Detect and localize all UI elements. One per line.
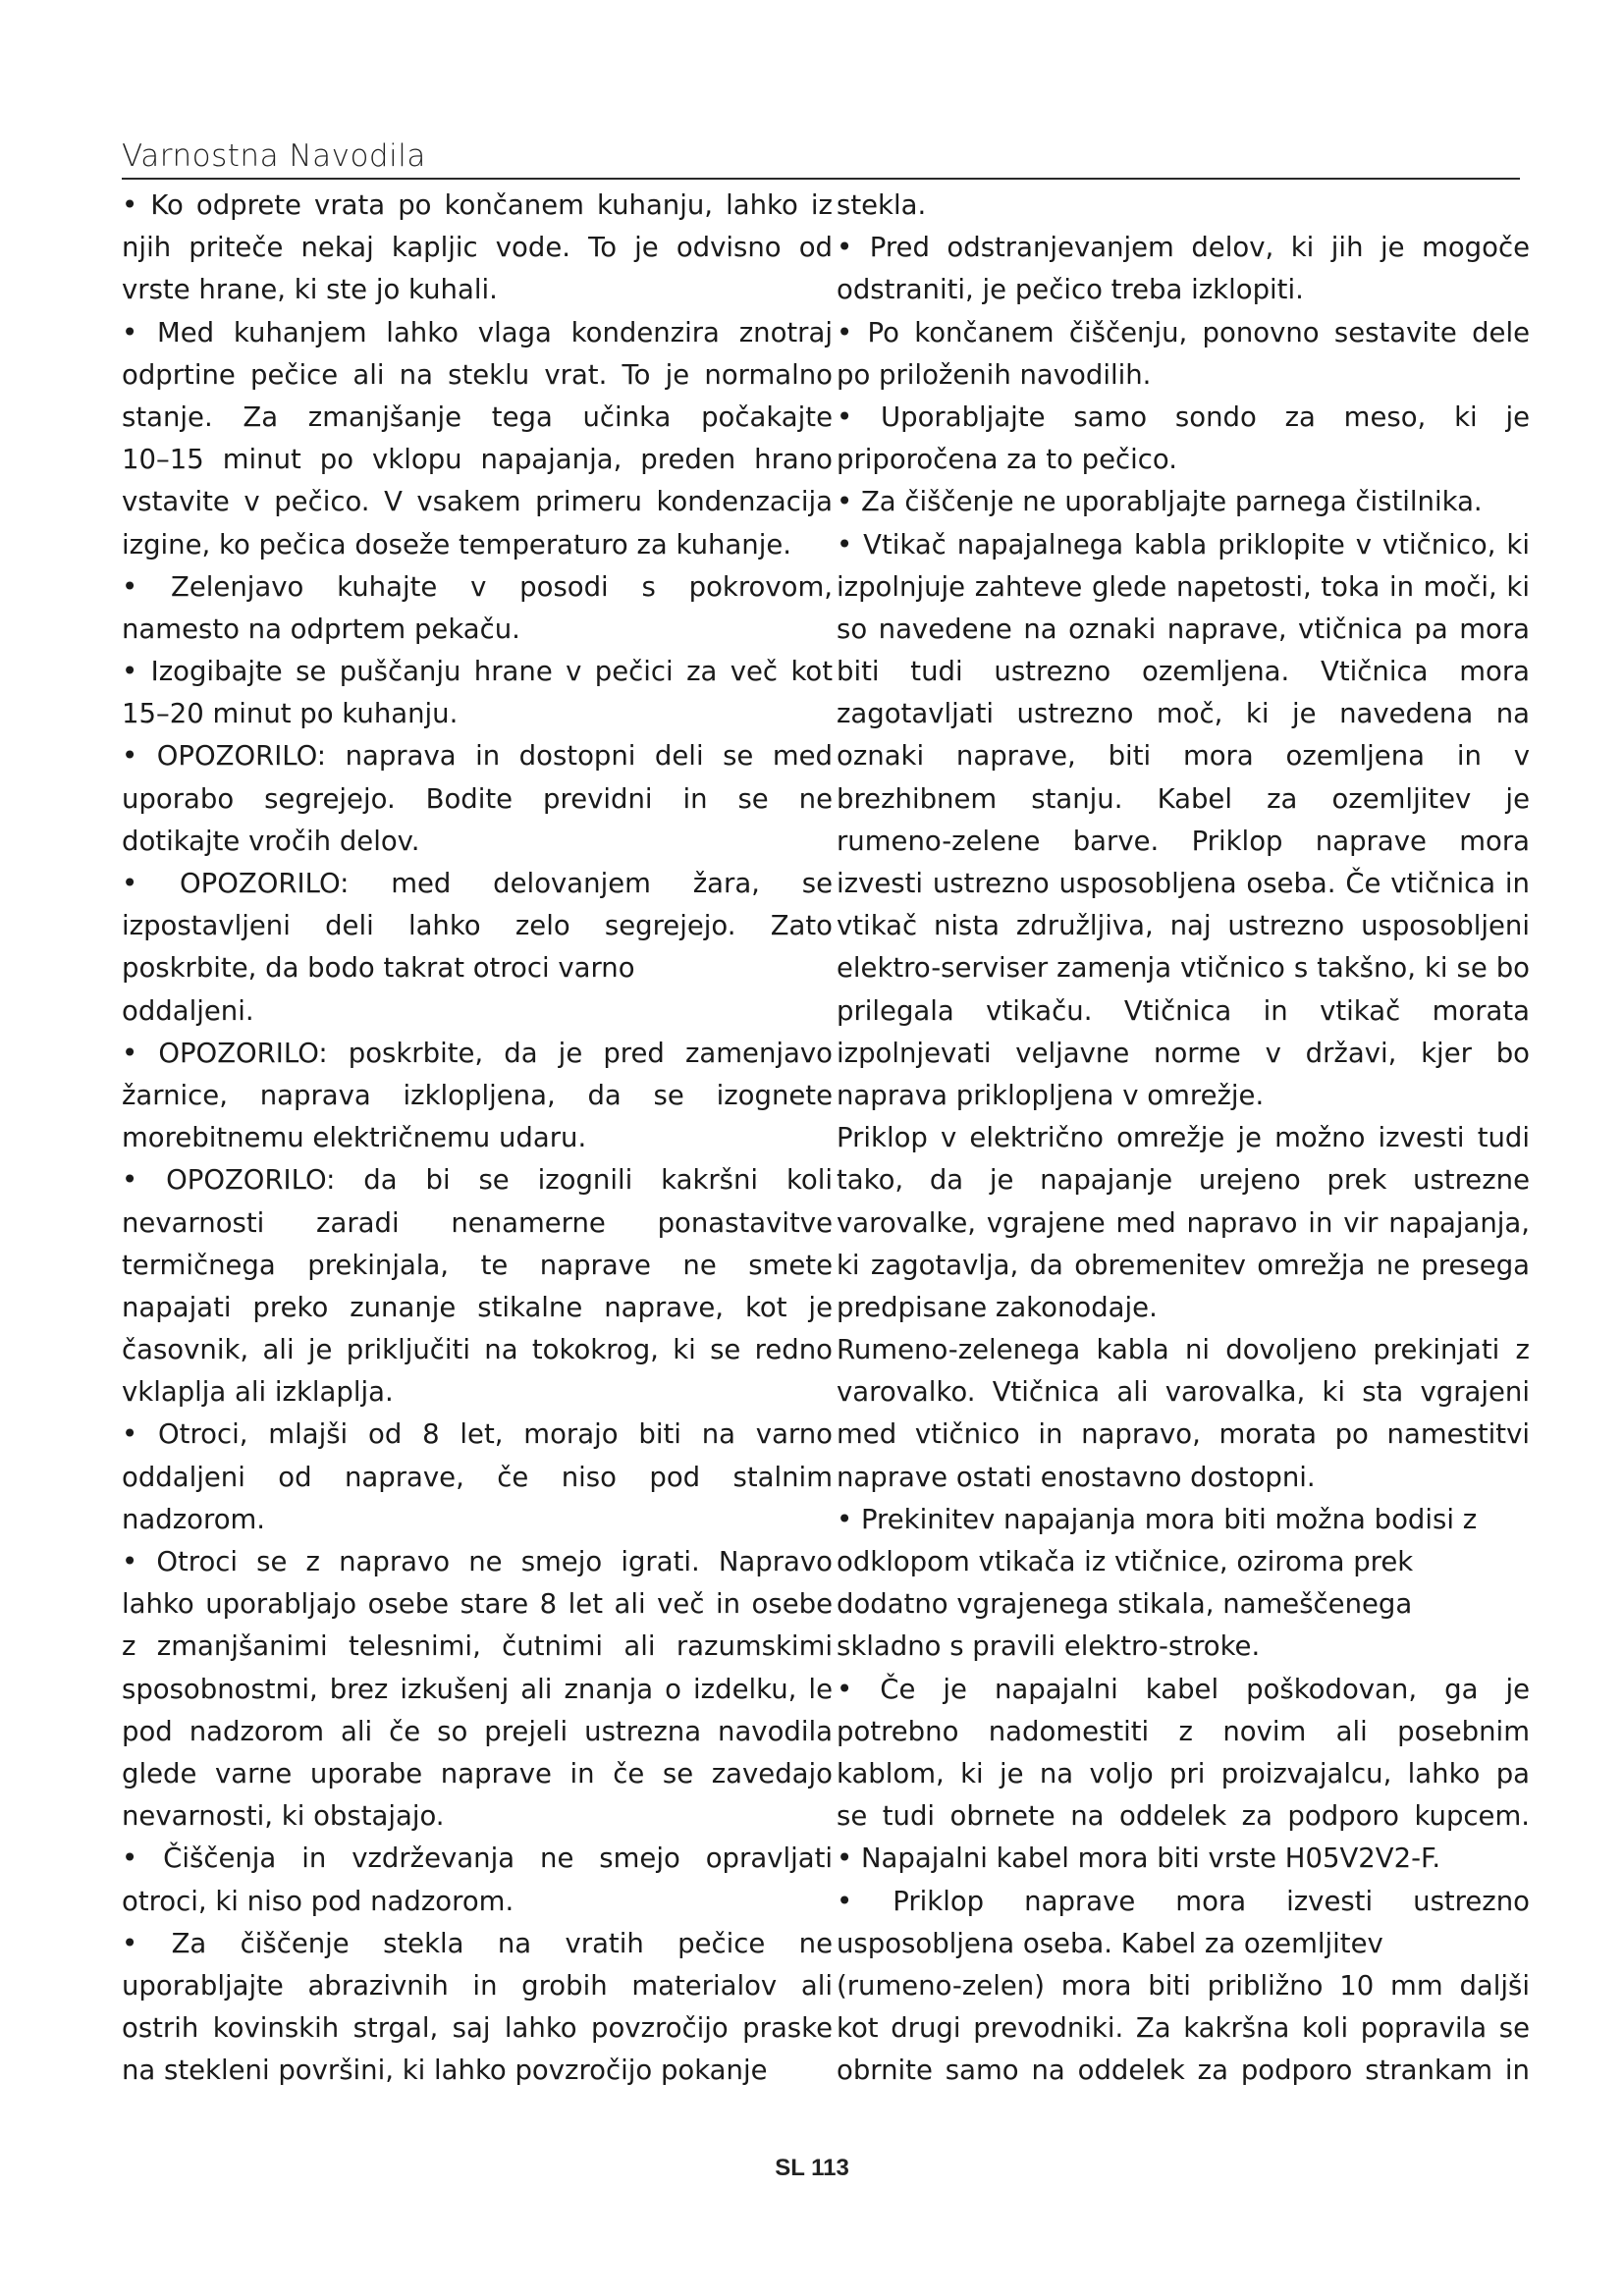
text-line: priporočena za to pečico. [837,444,1177,476]
text-line: usposobljena oseba. Kabel za ozemljitev [837,1927,1383,1959]
text-line: varovalke, vgrajene med napravo in vir napajanja, [837,1206,1530,1239]
text-line: oznaki naprave, biti mora ozemljena in v [837,740,1530,773]
text-line: • Vtikač napajalnega kabla priklopite v vtičnico, ki [837,528,1530,561]
text-line: • Čiščenja in vzdrževanja ne smejo opravljati [122,1842,833,1875]
text-line: vklaplja ali izklaplja. [122,1376,394,1409]
text-line: izpolnjuje zahteve glede napetosti, toka in moči, ki [837,570,1530,603]
text-line: 10–15 minut po vklopu napajanja, preden hrano [122,444,833,476]
text-line: tako, da je napajanje urejeno prek ustrezne [837,1164,1530,1197]
text-line: otroci, ki niso pod nadzorom. [122,1885,514,1917]
text-line: uporabo segrejejo. Bodite previdni in se ne [122,782,833,815]
text-line: so navedene na oznaki naprave, vtičnica pa mora [837,613,1530,645]
text-line: Rumeno-zelenega kabla ni dovoljeno prekinjati z [837,1334,1530,1366]
text-line: • Zelenjavo kuhajte v posodi s pokrovom, [122,570,833,603]
text-line: • Otroci, mlajši od 8 let, morajo biti na varno [122,1418,833,1451]
text-line: obrnite samo na oddelek za podporo strankam in [837,2055,1530,2087]
text-line: z zmanjšanimi telesnimi, čutnimi ali razumskimi [122,1630,833,1663]
text-line: kot drugi prevodniki. Za kakršna koli popravila se [837,2012,1530,2045]
text-line: vrste hrane, ki ste jo kuhali. [122,274,498,306]
text-line: izgine, ko pečica doseže temperaturo za kuhanje. [122,528,792,561]
page-number: SL 113 [775,2155,849,2181]
text-line: dodatno vgrajenega stikala, nameščenega [837,1588,1413,1621]
text-line: • Napajalni kabel mora biti vrste H05V2V2-F. [837,1842,1441,1875]
text-line: potrebno nadomestiti z novim ali posebnim [837,1715,1530,1747]
text-line: ostrih kovinskih strgal, saj lahko povzročijo praske [122,2012,833,2045]
text-line: odstraniti, je pečico treba izklopiti. [837,274,1304,306]
text-line: oddaljeni od naprave, če niso pod stalnim [122,1461,833,1493]
text-line: časovnik, ali je priključiti na tokokrog, ki se redno [122,1334,833,1366]
page-header [122,133,1520,180]
text-line: brezhibnem stanju. Kabel za ozemljitev je [837,782,1530,815]
text-line: (rumeno-zelen) mora biti približno 10 mm daljši [837,1969,1530,2002]
text-line: odklopom vtikača iz vtičnice, oziroma prek [837,1546,1414,1577]
text-line: • Uporabljajte samo sondo za meso, ki je [837,400,1530,433]
text-line: glede varne uporabe naprave in če se zavedajo [122,1757,833,1789]
text-line: kablom, ki je na voljo pri proizvajalcu, lahko pa [837,1757,1530,1789]
text-line: • Otroci se z napravo ne smejo igrati. Napravo [122,1546,833,1577]
text-line: se tudi obrnete na oddelek za podporo kupcem. [837,1800,1530,1833]
text-line: varovalko. Vtičnica ali varovalka, ki sta vgrajeni [837,1376,1530,1409]
text-line: biti tudi ustrezno ozemljena. Vtičnica mora [837,656,1530,688]
text-line: Priklop v električno omrežje je možno izvesti tudi [837,1122,1530,1154]
text-line: • Med kuhanjem lahko vlaga kondenzira znotraj [122,316,833,348]
text-line: poskrbite, da bodo takrat otroci varno [122,952,635,985]
text-line: žarnice, naprava izklopljena, da se izognete [122,1079,833,1111]
text-line: naprava priklopljena v omrežje. [837,1079,1265,1111]
text-line: • Izogibajte se puščanju hrane v pečici za več kot [122,656,833,688]
text-line: stanje. Za zmanjšanje tega učinka počakajte [122,400,833,433]
text-line: • Po končanem čiščenju, ponovno sestavite dele [837,316,1530,348]
text-line: skladno s pravili elektro-stroke. [837,1630,1261,1663]
text-line: rumeno-zelene barve. Priklop naprave mora [837,825,1530,857]
text-line: • OPOZORILO: da bi se izognili kakršni koli [122,1164,833,1197]
text-line: med vtičnico in napravo, morata po namestitvi [837,1418,1530,1451]
text-line: • OPOZORILO: naprava in dostopni deli se med [122,740,833,773]
text-line: njih priteče nekaj kapljic vode. To je odvisno od [122,232,833,264]
text-line: lahko uporabljajo osebe stare 8 let ali več in osebe [122,1588,833,1621]
text-line: • Prekinitev napajanja mora biti možna bodisi z [837,1503,1478,1535]
text-line: • Za čiščenje ne uporabljajte parnega čistilnika. [837,486,1483,518]
text-line: elektro-serviser zamenja vtičnico s takšno, ki se bo [837,952,1530,985]
text-line: nevarnosti, ki obstajajo. [122,1800,445,1833]
text-line: vstavite v pečico. V vsakem primeru kondenzacija [122,486,833,518]
text-line: vtikač nista združljiva, naj ustrezno usposobljeni [837,910,1530,942]
text-line: 15–20 minut po kuhanju. [122,698,459,730]
right-column [837,185,1530,2092]
left-column [122,185,833,2092]
text-line: • Pred odstranjevanjem delov, ki jih je mogoče [837,232,1530,264]
text-line: nadzorom. [122,1503,266,1535]
text-line: • OPOZORILO: poskrbite, da je pred zamenjavo [122,1037,833,1069]
text-line: zagotavljati ustrezno moč, ki je navedena na [837,698,1530,730]
text-line: • Ko odprete vrata po končanem kuhanju, lahko iz [122,189,833,221]
text-line: ki zagotavlja, da obremenitev omrežja ne presega [837,1249,1530,1281]
text-line: nevarnosti zaradi nenamerne ponastavitve [122,1206,833,1239]
text-line: napajati preko zunanje stikalne naprave, kot je [122,1291,833,1323]
text-line: naprave ostati enostavno dostopni. [837,1461,1316,1493]
text-line: dotikajte vročih delov. [122,825,420,857]
text-line: izpostavljeni deli lahko zelo segrejejo. Zato [122,910,833,942]
text-line: termičnega prekinjala, te naprave ne smete [122,1249,833,1281]
text-line: izpolnjevati veljavne norme v državi, kjer bo [837,1037,1530,1069]
text-line: predpisane zakonodaje. [837,1291,1158,1323]
text-line: • Priklop naprave mora izvesti ustrezno [837,1885,1530,1917]
text-line: morebitnemu električnemu udaru. [122,1122,587,1154]
text-line: odprtine pečice ali na steklu vrat. To je normalno [122,358,833,391]
text-line: • Za čiščenje stekla na vratih pečice ne [122,1927,833,1959]
text-line: izvesti ustrezno usposobljena oseba. Če vtičnica in [837,868,1530,899]
text-line: po priloženih navodilih. [837,358,1152,391]
text-line: prilegala vtikaču. Vtičnica in vtikač morata [837,994,1530,1027]
text-line: stekla. [837,189,927,221]
text-line: uporabljajte abrazivnih in grobih materialov ali [122,1969,833,2002]
text-line: pod nadzorom ali če so prejeli ustrezna navodila [122,1715,833,1747]
text-line: namesto na odprtem pekaču. [122,613,520,645]
text-line: na stekleni površini, ki lahko povzročijo pokanje [122,2055,768,2087]
text-line: • Če je napajalni kabel poškodovan, ga je [837,1673,1530,1705]
page-title: Varnostna Navodila [122,138,426,174]
text-line: • OPOZORILO: med delovanjem žara, se [122,868,833,899]
text-line: oddaljeni. [122,994,254,1027]
text-line: sposobnostmi, brez izkušenj ali znanja o izdelku, le [122,1673,833,1705]
